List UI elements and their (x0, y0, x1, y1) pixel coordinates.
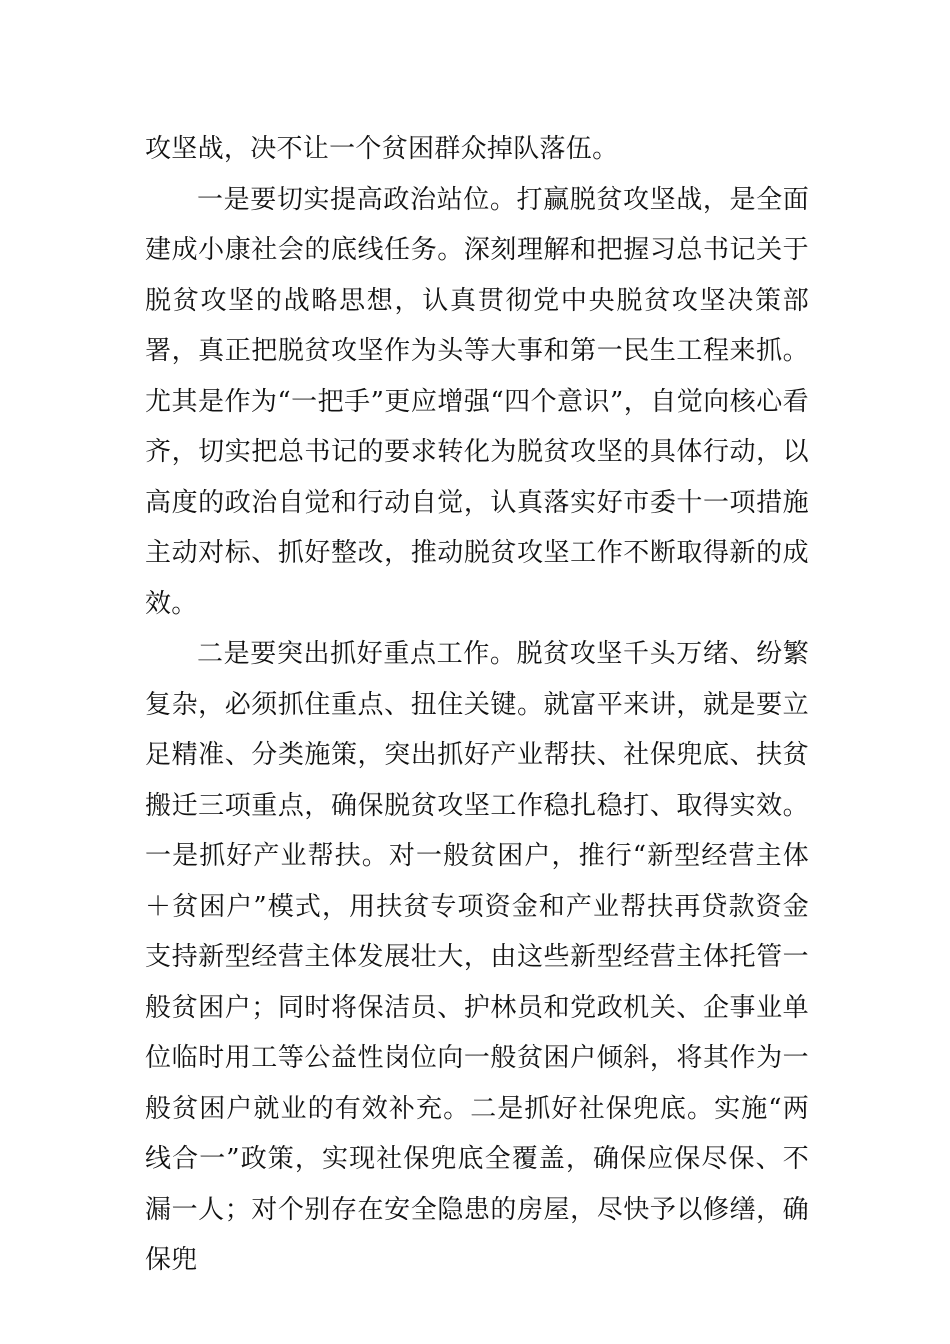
paragraph-key-work: 二是要突出抓好重点工作。脱贫攻坚千头万绪、纷繁复杂，必须抓住重点、扭住关键。就富平来讲，就是要立足精准、分类施策，突出抓好产业帮扶、社保兜底、扶贫搬迁三项重点，确保脱贫攻坚工作稳扎稳打、取得实效。一是抓好产业帮扶。对一般贫困户，推行“新型经营主体＋贫困户”模式，用扶贫专项资金和产业帮扶再贷款资金支持新型经营主体发展壮大，由这些新型经营主体托管一般贫困户；同时将保洁员、护林员和党政机关、企事业单位临时用工等公益性岗位向一般贫困户倾斜，将其作为一般贫困户就业的有效补充。二是抓好社保兜底。实施“两线合一”政策，实现社保兜底全覆盖，确保应保尽保、不漏一人；对个别存在安全隐患的房屋，尽快予以修缮，确保兜 (145, 639, 809, 1275)
document-body (145, 124, 809, 1286)
paragraph-continuation: 攻坚战，决不让一个贫困群众掉队落伍。 (145, 134, 619, 164)
paragraph-political-stance: 一是要切实提高政治站位。打赢脱贫攻坚战，是全面建成小康社会的底线任务。深刻理解和把握习总书记关于脱贫攻坚的战略思想，认真贯彻党中央脱贫攻坚决策部署，真正把脱贫攻坚作为头等大事和第一民生工程来抓。尤其是作为“一把手”更应增强“四个意识”，自觉向核心看齐，切实把总书记的要求转化为脱贫攻坚的具体行动，以高度的政治自觉和行动自觉，认真落实好市委十一项措施主动对标、抓好整改，推动脱贫攻坚工作不断取得新的成效。 (145, 184, 809, 619)
